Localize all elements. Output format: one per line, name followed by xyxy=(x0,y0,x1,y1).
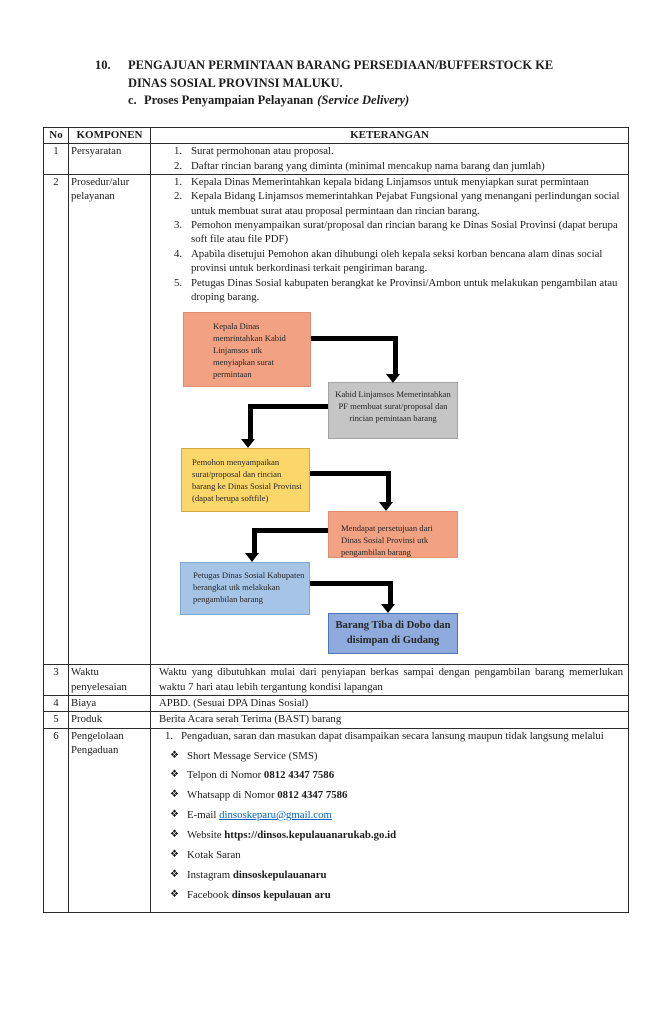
facebook-handle: dinsos kepulauan aru xyxy=(231,888,331,901)
diamond-bullet-icon: ❖ xyxy=(170,769,179,781)
subsection-title: Proses Penyampaian Pelayanan xyxy=(144,93,314,107)
contact-channel-facebook: ❖ Facebook dinsos kepulauan aru xyxy=(170,888,331,901)
subsection-letter: c. xyxy=(128,93,137,107)
row3-no: 3 xyxy=(44,665,69,696)
flow-arrow-5-line xyxy=(310,581,393,586)
email-link[interactable]: dinsoskeparu@gmail.com xyxy=(219,809,332,822)
row1-komponen: Persyaratan xyxy=(69,144,151,175)
table-row xyxy=(44,728,629,912)
flow-box-pemohon: Pemohon menyampaikan surat/proposal dan rincian barang ke Dinas Sosial Provinsi (dapat berupa softfile) xyxy=(181,448,310,512)
contact-channel-email: ❖ E-mail dinsoskeparu@gmail.com xyxy=(170,809,332,822)
list-item: 4. Apabila disetujui Pemohon akan dihubungi oleh kepala seksi korban bencana alam dinas social provinsi untuk berkordinasi terkait pengiriman barang. xyxy=(174,247,603,275)
row2-no: 2 xyxy=(44,175,69,665)
row4-keterangan: APBD. (Sesuai DPA Dinas Sosial) xyxy=(151,695,629,711)
contact-channel-whatsapp: ❖ Whatsapp di Nomor 0812 4347 7586 xyxy=(170,789,348,802)
page-title-line1: PENGAJUAN PERMINTAAN BARANG PERSEDIAAN/BUFFERSTOCK KE xyxy=(128,58,554,72)
diamond-bullet-icon: ❖ xyxy=(170,888,179,900)
list-item: 2. Kepala Bidang Linjamsos memerintahkan Pejabat Fungsional yang menangani perlindungan social untuk membuat surat atau proposal permintaan dan rincian barang. xyxy=(174,190,620,217)
page-title-line2: DINAS SOSIAL PROVINSI MALUKU. xyxy=(128,75,343,90)
title-block xyxy=(95,57,615,110)
table-row xyxy=(44,695,629,711)
diamond-bullet-icon: ❖ xyxy=(170,809,179,821)
flow-arrow-2-head-icon xyxy=(241,439,255,448)
contact-channel-kotak-saran: ❖ Kotak Saran xyxy=(170,848,241,861)
instagram-handle: dinsoskepulauanaru xyxy=(232,868,327,881)
contact-channel-sms: ❖ Short Message Service (SMS) xyxy=(170,749,318,762)
row2-komponen: Prosedur/alur pelayanan xyxy=(69,175,151,665)
diamond-bullet-icon: ❖ xyxy=(170,868,179,880)
table-row xyxy=(44,175,629,665)
list-item: 5. Petugas Dinas Sosial kabupaten berangkat ke Provinsi/Ambon untuk melakukan pengambilan atau droping barang. xyxy=(174,276,618,303)
row5-keterangan: Berita Acara serah Terima (BAST) barang xyxy=(151,712,629,728)
row6-komponen: Pengelolaan Pengaduan xyxy=(69,728,151,912)
row1-keterangan xyxy=(151,144,629,175)
row1-no: 1 xyxy=(44,144,69,175)
flow-box-kabid-linjamsos: Kabid Linjamsos Memerintahkan PF membuat surat/proposal dan rincian pemintaan barang xyxy=(328,382,458,439)
website-url: https://dinsos.kepulauanarukab.go.id xyxy=(224,828,397,841)
flow-box-kepala-dinas: Kepala Dinas memrintahkan Kabid Linjamsos utk menyiapkan surat permintaan xyxy=(183,312,311,387)
subsection-title-italic: (Service Delivery) xyxy=(317,93,410,107)
row4-no: 4 xyxy=(44,695,69,711)
flow-arrow-4-line xyxy=(252,528,328,533)
header-komponen: KOMPONEN xyxy=(69,128,151,144)
row5-komponen: Produk xyxy=(69,712,151,728)
row3-komponen: Waktu penyelesaian xyxy=(69,665,151,696)
flow-box-barang-tiba: Barang Tiba di Dobo dan disimpan di Gudang xyxy=(328,613,458,654)
diamond-bullet-icon: ❖ xyxy=(170,749,179,761)
row4-komponen: Biaya xyxy=(69,695,151,711)
flow-arrow-1-line xyxy=(393,336,398,375)
flow-arrow-2-line xyxy=(248,404,328,409)
row6-keterangan xyxy=(151,728,629,912)
contact-channel-phone: ❖ Telpon di Nomor 0812 4347 7586 xyxy=(170,769,335,782)
header-no: No xyxy=(44,128,69,144)
section-number: 10. xyxy=(95,58,111,72)
diamond-bullet-icon: ❖ xyxy=(170,828,179,840)
flow-arrow-5-head-icon xyxy=(381,604,395,613)
phone-number: 0812 4347 7586 xyxy=(263,769,335,782)
header-keterangan: KETERANGAN xyxy=(151,128,629,144)
flow-arrow-4-head-icon xyxy=(245,553,259,562)
row6-no: 6 xyxy=(44,728,69,912)
flow-arrow-3-line xyxy=(310,471,391,476)
flow-arrow-2-line xyxy=(248,404,253,440)
row5-no: 5 xyxy=(44,712,69,728)
diamond-bullet-icon: ❖ xyxy=(170,848,179,860)
list-item: 1. Pengaduan, saran dan masukan dapat disampaikan secara lansung maupun tidak langsung melalui xyxy=(165,729,604,742)
table-row xyxy=(44,144,629,175)
contact-channel-website: ❖ Website https://dinsos.kepulauanarukab.go.id xyxy=(170,828,397,841)
list-item: 3. Pemohon menyampaikan surat/proposal dan rincian barang ke Dinas Sosial Provinsi (dapat berupa soft file atau file PDF) xyxy=(174,219,618,246)
flow-arrow-3-head-icon xyxy=(379,502,393,511)
table-header-row xyxy=(44,128,629,144)
flow-box-petugas: Petugas Dinas Sosial Kabupaten berangkat utk melakukan pengambilan barang xyxy=(180,562,310,615)
diamond-bullet-icon: ❖ xyxy=(170,789,179,801)
table-row xyxy=(44,665,629,696)
flow-arrow-5-line xyxy=(388,581,393,606)
row2-keterangan xyxy=(151,175,629,665)
list-item: 1. Surat permohonan atau proposal. xyxy=(174,145,334,158)
row3-keterangan: Waktu yang dibutuhkan mulai dari penyiapan berkas sampai dengan pengambilan barang memerlukan waktu 7 hari atau lebih tergantung kondisi lapangan xyxy=(151,665,629,696)
flow-arrow-1-line xyxy=(311,336,398,341)
flow-arrow-1-head-icon xyxy=(386,374,400,383)
whatsapp-number: 0812 4347 7586 xyxy=(277,789,348,802)
flow-arrow-4-line xyxy=(252,528,257,554)
list-item: 2. Daftar rincian barang yang diminta (minimal mencakup nama barang dan jumlah) xyxy=(174,159,545,172)
table-row xyxy=(44,712,629,728)
contact-channel-instagram: ❖ Instagram dinsoskepulauanaru xyxy=(170,868,327,881)
process-flowchart xyxy=(153,307,626,663)
list-item: 1. Kepala Dinas Memerintahkan kepala bidang Linjamsos untuk menyiapkan surat permintaan xyxy=(174,176,589,189)
flow-box-persetujuan: Mendapat persetujuan dari Dinas Sosial Provinsi utk pengambilan barang xyxy=(328,511,458,558)
service-delivery-table xyxy=(43,127,629,913)
flow-arrow-3-line xyxy=(386,471,391,503)
